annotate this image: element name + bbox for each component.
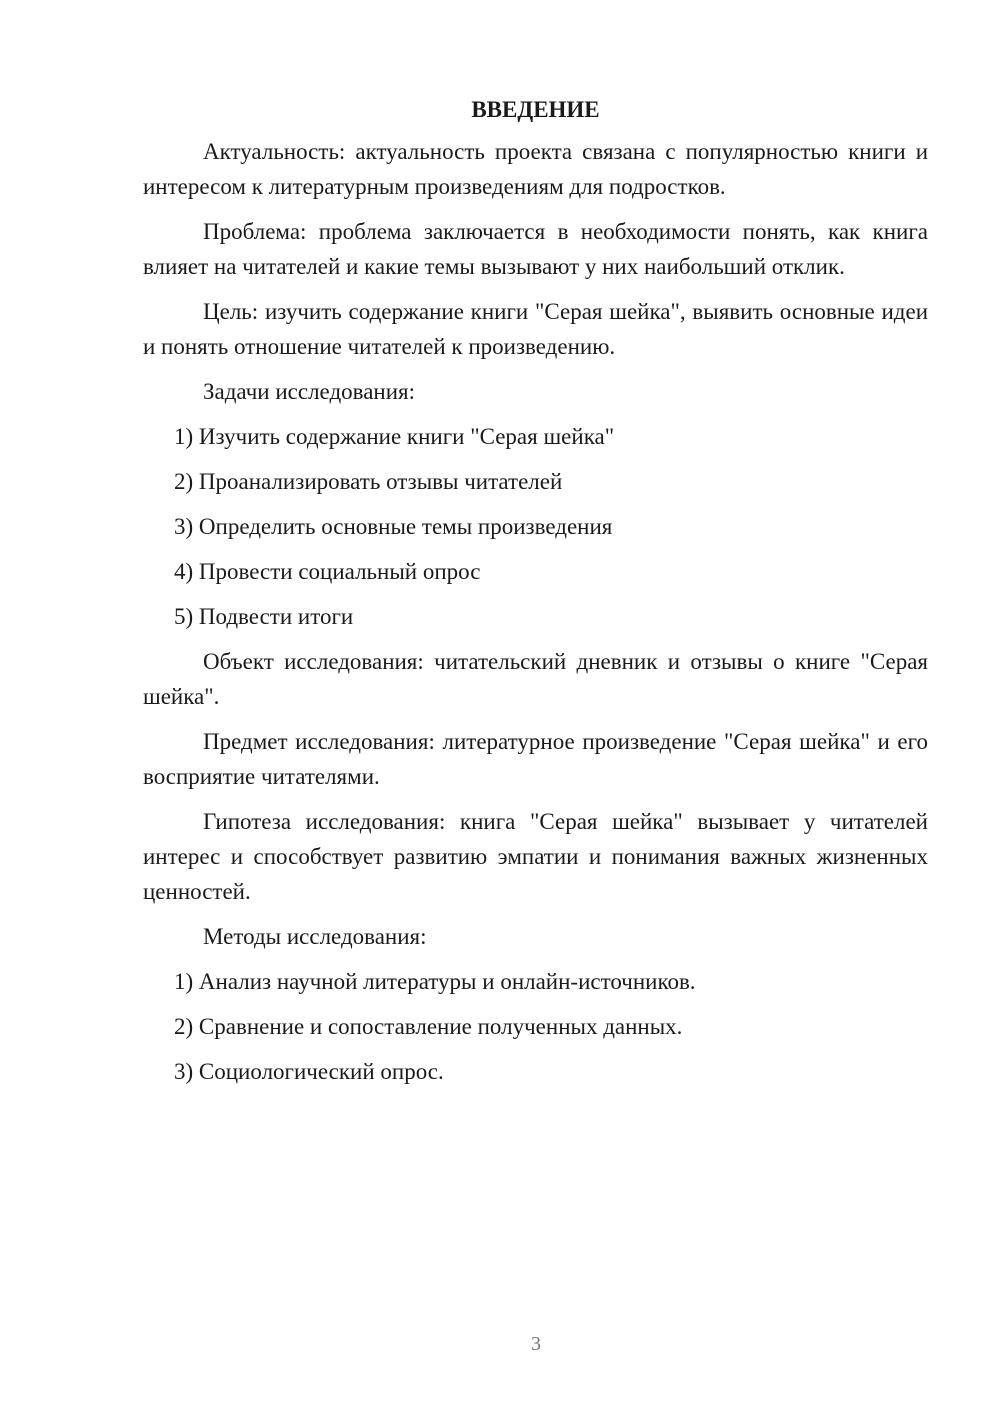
page-number: 3: [531, 1333, 541, 1355]
subject-paragraph: Предмет исследования: литературное произведение "Серая шейка" и его восприятие читателями.: [143, 729, 928, 789]
task-item: 4) Провести социальный опрос: [174, 559, 481, 584]
task-item: 2) Проанализировать отзывы читателей: [174, 469, 563, 494]
relevance-paragraph: Актуальность: актуальность проекта связана с популярностью книги и интересом к литературным произведениям для подростков.: [143, 139, 928, 199]
object-paragraph: Объект исследования: читательский дневник и отзывы о книге "Серая шейка".: [143, 649, 928, 709]
task-item: 1) Изучить содержание книги "Серая шейка": [174, 424, 615, 449]
page-heading: ВВЕДЕНИЕ: [471, 97, 600, 122]
problem-paragraph: Проблема: проблема заключается в необходимости понять, как книга влияет на читателей и какие темы вызывают у них наибольший отклик.: [143, 219, 928, 279]
page-content: [143, 92, 928, 1099]
method-item: 3) Социологический опрос.: [174, 1059, 444, 1084]
tasks-title: Задачи исследования:: [203, 379, 416, 404]
method-item: 2) Сравнение и сопоставление полученных данных.: [174, 1014, 683, 1039]
hypothesis-paragraph: Гипотеза исследования: книга "Серая шейка" вызывает у читателей интерес и способствует развитию эмпатии и понимания важных жизненных ценностей.: [143, 809, 928, 904]
method-item: 1) Анализ научной литературы и онлайн-источников.: [174, 969, 696, 994]
task-item: 3) Определить основные темы произведения: [174, 514, 613, 539]
methods-title: Методы исследования:: [203, 924, 427, 949]
task-item: 5) Подвести итоги: [174, 604, 354, 629]
goal-paragraph: Цель: изучить содержание книги "Серая шейка", выявить основные идеи и понять отношение читателей к произведению.: [143, 299, 928, 359]
